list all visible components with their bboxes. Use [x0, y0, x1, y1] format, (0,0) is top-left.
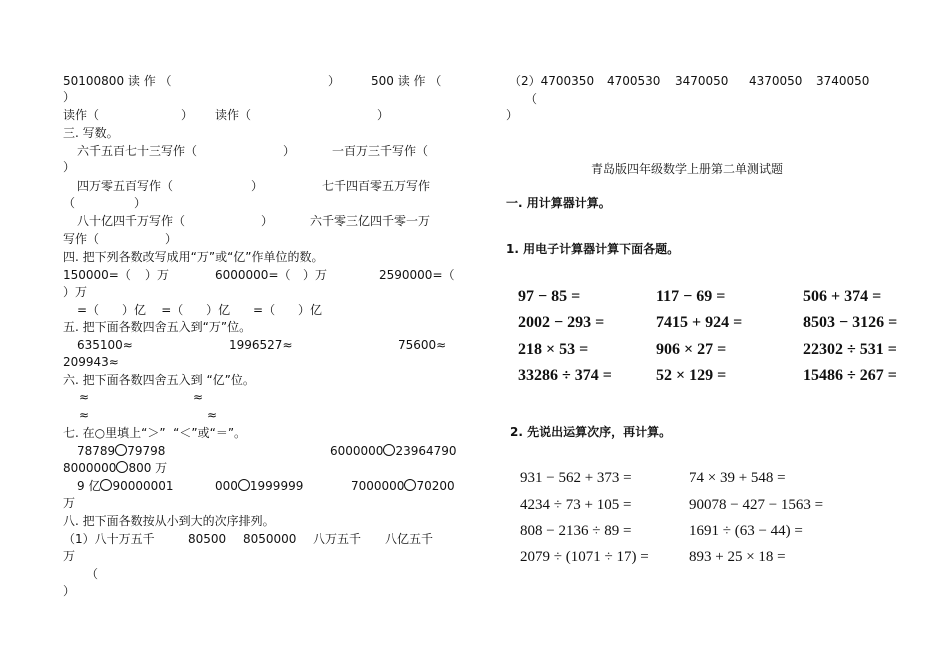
convert-unit: ）万	[303, 268, 328, 282]
compare-circle[interactable]	[238, 479, 250, 491]
order-number: 8050000	[243, 532, 297, 546]
compare-unit: 万	[63, 496, 76, 510]
paren: ）	[63, 90, 76, 104]
calc-problem: 506 + 374 =	[803, 288, 882, 305]
paren: ）	[251, 179, 264, 193]
section-7-heading: 七. 在○里填上“＞” “＜”或“＝”。	[63, 426, 247, 440]
compare-q6: 7000000 70200	[351, 479, 455, 493]
write-q6: 六千零三亿四千零一万	[310, 214, 431, 228]
order-calc-problem: 74 × 39 + 548 =	[689, 470, 786, 486]
read-q4: 读作（	[215, 108, 252, 122]
round-q2: 1996527≈	[229, 338, 293, 352]
order-calc-problem: 4234 ÷ 73 + 105 =	[520, 497, 632, 513]
read-q3: 读作（	[63, 108, 100, 122]
compare-q2: 6000000 23964790	[330, 444, 457, 458]
order-number: 3740050	[816, 74, 870, 88]
paren: ）	[63, 584, 76, 598]
order-q1-label: （1）八十万五千	[63, 532, 155, 546]
paren: ）	[506, 108, 519, 122]
subsection-1-heading: 1. 用电子计算器计算下面各题。	[506, 242, 680, 256]
calc-problem: 33286 ÷ 374 =	[518, 367, 612, 384]
calc-problem: 906 × 27 =	[656, 341, 727, 358]
section-5-heading: 五. 把下面各数四舍五入到“万”位。	[63, 320, 252, 334]
convert-q2: 6000000=（	[215, 268, 291, 282]
compare-q3: 8000000 800 万	[63, 461, 168, 475]
round-q4: 209943≈	[63, 355, 119, 369]
order-calc-problem: 1691 ÷ (63 − 44) =	[689, 523, 803, 539]
convert-q3: 2590000=（	[379, 268, 455, 282]
convert-yi-row: =（ ）亿 =（ ）亿 =（ ）亿	[77, 303, 322, 317]
write-q2: 一百万三千写作（	[332, 144, 429, 158]
read-q2: 500 读 作 （	[371, 74, 442, 88]
compare-circle[interactable]	[116, 461, 128, 473]
compare-q4: 9 亿 90000001	[77, 479, 174, 493]
order-calc-problem: 90078 − 427 − 1563 =	[689, 497, 824, 513]
paren: （	[525, 92, 538, 106]
calc-problem: 7415 + 924 =	[656, 314, 743, 331]
write-q3: 四万零五百写作（	[77, 179, 174, 193]
order-calc-problem: 808 − 2136 ÷ 89 =	[520, 523, 632, 539]
write-q4: 七千四百零五万写作	[322, 179, 431, 193]
calc-problem: 52 × 129 =	[656, 367, 727, 384]
calc-problem: 97 − 85 =	[518, 288, 581, 305]
write-q5: 八十亿四千万写作（	[77, 214, 186, 228]
calc-problem: 8503 − 3126 =	[803, 314, 898, 331]
convert-unit: ）万	[145, 268, 170, 282]
order-calc-problem: 2079 ÷ (1071 ÷ 17) =	[520, 549, 649, 565]
order-unit: 万	[63, 549, 76, 563]
order-number: 八亿五千	[385, 532, 434, 546]
read-q1: 50100800 读 作 （	[63, 74, 172, 88]
paren: ）	[63, 160, 76, 174]
calc-problem: 117 − 69 =	[656, 288, 726, 305]
paren: （	[63, 196, 76, 210]
order-number: 4370050	[749, 74, 803, 88]
calc-problem: 22302 ÷ 531 =	[803, 341, 897, 358]
section-8-heading: 八. 把下面各数按从小到大的次序排列。	[63, 514, 275, 528]
paren: ）	[283, 144, 296, 158]
approx-sign: ≈	[79, 408, 90, 422]
convert-q1: 150000=（	[63, 268, 131, 282]
write-q1: 六千五百七十三写作（	[77, 144, 198, 158]
paren: ）	[328, 74, 341, 88]
paren: ）	[377, 108, 390, 122]
paren: （	[86, 567, 99, 581]
paren: ）	[261, 214, 274, 228]
order-number: 80500	[188, 532, 227, 546]
approx-sign: ≈	[79, 390, 90, 404]
order-calc-problem: 931 − 562 + 373 =	[520, 470, 632, 486]
paren: ）	[165, 232, 178, 246]
approx-sign: ≈	[193, 390, 204, 404]
convert-unit: ）万	[63, 285, 88, 299]
order-q2-label: （2）4700350	[509, 74, 595, 88]
round-q3: 75600≈	[398, 338, 447, 352]
paren: ）	[134, 196, 147, 210]
calc-problem: 218 × 53 =	[518, 341, 589, 358]
round-q1: 635100≈	[77, 338, 133, 352]
section-3-heading: 三. 写数。	[63, 126, 119, 140]
section-4-heading: 四. 把下列各数改写成用“万”或“亿”作单位的数。	[63, 250, 324, 264]
compare-q5: 000 1999999	[215, 479, 304, 493]
subsection-2-heading: 2. 先说出运算次序，再计算。	[510, 425, 672, 439]
compare-q1: 78789 79798	[77, 444, 166, 458]
section-6-heading: 六. 把下面各数四舍五入到 “亿”位。	[63, 373, 255, 387]
approx-sign: ≈	[207, 408, 218, 422]
compare-circle[interactable]	[100, 479, 112, 491]
page-title: 青岛版四年级数学上册第二单测试题	[591, 162, 784, 176]
calc-problem: 2002 − 293 =	[518, 314, 605, 331]
calc-problem: 15486 ÷ 267 =	[803, 367, 897, 384]
order-number: 八万五千	[313, 532, 362, 546]
order-calc-problem: 893 + 25 × 18 =	[689, 549, 786, 565]
write-q6-cont: 写作（	[63, 232, 100, 246]
order-number: 3470050	[675, 74, 729, 88]
section-1-heading: 一. 用计算器计算。	[506, 196, 611, 210]
paren: ）	[181, 108, 194, 122]
compare-circle[interactable]	[115, 444, 127, 456]
compare-circle[interactable]	[404, 479, 416, 491]
order-number: 4700530	[607, 74, 661, 88]
compare-circle[interactable]	[383, 444, 395, 456]
